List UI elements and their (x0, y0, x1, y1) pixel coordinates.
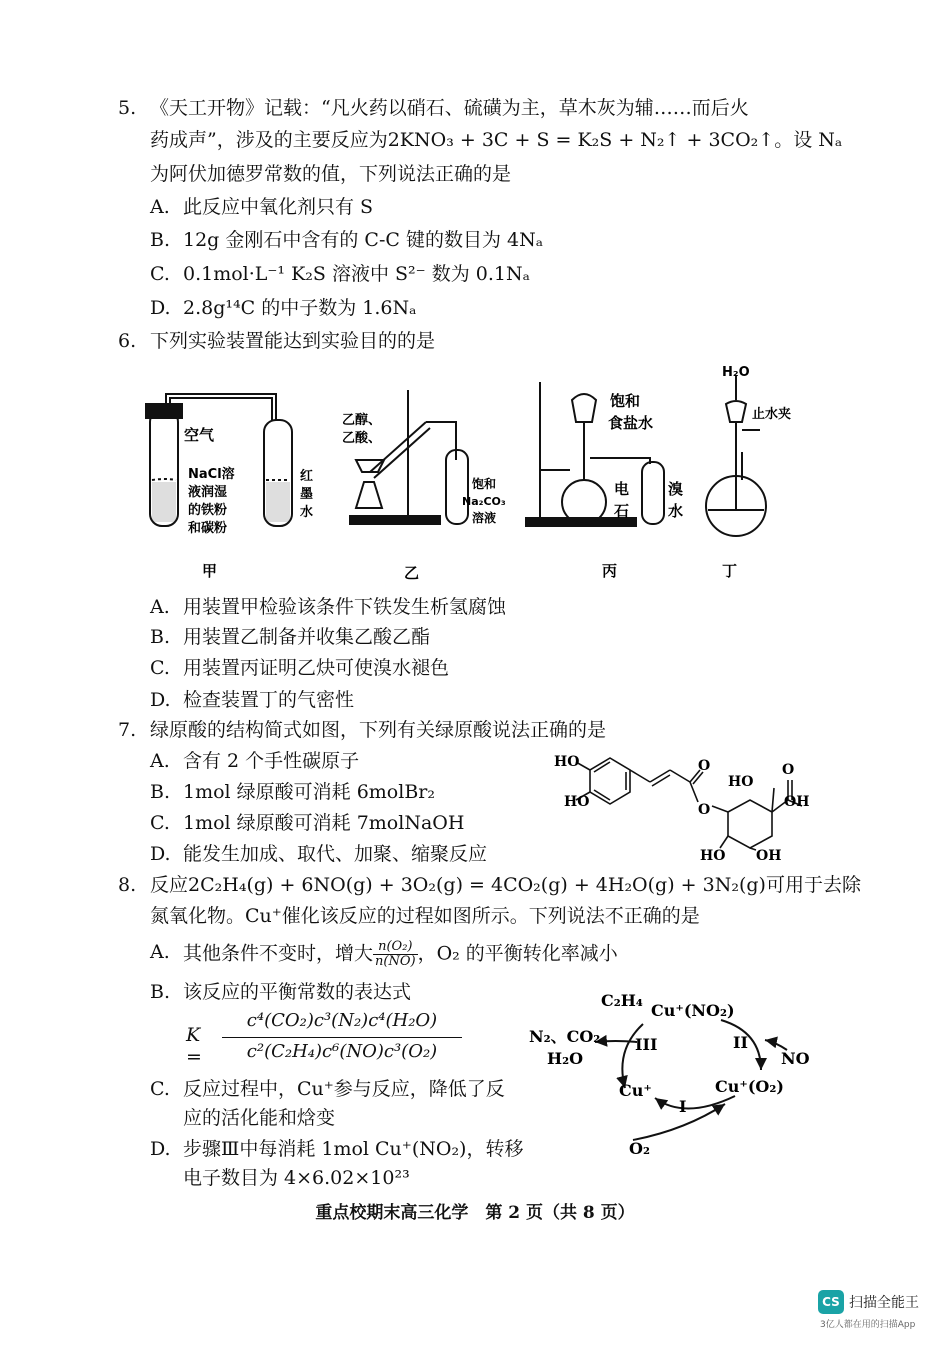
cycle-cuo2-label: Cu⁺(O₂) (715, 1077, 784, 1096)
q8-option-c-label: C. (150, 1078, 170, 1100)
bing-carbide-label-2: 石 (614, 502, 630, 520)
structure-label-oh-ring: OH (756, 848, 782, 864)
apparatus-ding (706, 376, 766, 536)
caption-bing: 丙 (602, 562, 618, 580)
q8-option-c-line1: 反应过程中，Cu⁺参与反应，降低了反 (183, 1078, 505, 1100)
structure-label-oh-acid: OH (784, 794, 810, 810)
jia-ink-label-2: 墨 (300, 487, 314, 502)
apparatus-bing (526, 382, 664, 526)
q6-option-b: 用装置乙制备并收集乙酸乙酯 (183, 626, 431, 648)
q7-option-b: 1mol 绿原酸可消耗 6molBr₂ (183, 781, 435, 803)
yi-sat-label-3: 溶液 (472, 511, 497, 525)
q8-option-d-label: D. (150, 1138, 171, 1160)
q5-option-b-label: B. (150, 229, 171, 251)
q5-number: 5. (118, 97, 137, 119)
jia-nacl-label-2: 液润湿 (188, 485, 228, 500)
q5-stem-line1: 《天工开物》记载：“凡火药以硝石、硫磺为主，草木灰为辅……而后火 (150, 97, 749, 119)
k-fraction-bar (222, 1037, 462, 1038)
q8-option-a (183, 940, 618, 969)
q6-option-c-label: C. (150, 657, 170, 679)
cycle-no-label: NO (781, 1049, 810, 1068)
q7-option-a-label: A. (150, 750, 170, 772)
q5-stem-line3: 为阿伏加德罗常数的值，下列说法正确的是 (150, 163, 512, 185)
cycle-c2h4-label: C₂H₄ (601, 991, 643, 1010)
structure-label-ho-ring: HO (700, 848, 726, 864)
structure-label-ho-top: HO (554, 754, 580, 770)
ding-water-label: H₂O (722, 365, 750, 380)
q8-stem-post: 可用于去除 (765, 874, 861, 896)
caption-yi: 乙 (404, 564, 420, 582)
k-lhs: K = (186, 1024, 202, 1068)
structure-bonds (576, 758, 802, 850)
structure-label-ho-bottom: HO (564, 794, 590, 810)
q5-stem-line2-pre: 药成声”，涉及的主要反应为 (150, 129, 388, 151)
q8-fraction-denominator: n(NO) (375, 954, 416, 969)
scanner-watermark (818, 1290, 938, 1334)
jia-air-label: 空气 (184, 426, 215, 444)
cycle-step1-label: I (679, 1097, 687, 1116)
chlorogenic-acid-structure (550, 744, 820, 866)
yi-reagent-label-1: 乙醇、 (342, 413, 382, 428)
q8-option-a-fraction (373, 940, 418, 969)
cycle-cu-label: Cu⁺ (619, 1081, 652, 1100)
q8-option-a-pre: 其他条件不变时，增大 (183, 942, 374, 965)
bing-bromine-label-1: 溴 (668, 480, 684, 498)
jia-ink-label-3: 水 (300, 505, 314, 520)
yi-reagent-label-2: 乙酸、 (342, 431, 382, 446)
page-footer: 重点校期末高三化学 第 2 页（共 8 页） (315, 1203, 635, 1223)
q8-option-c-line2: 应的活化能和焓变 (183, 1107, 336, 1129)
q8-option-a-label: A. (150, 941, 170, 963)
yi-sat-label-1: 饱和 (472, 477, 497, 491)
jia-nacl-label-1: NaCl溶 (188, 467, 235, 482)
jia-nacl-label-4: 和碳粉 (188, 521, 228, 536)
structure-label-o-carbonyl: O (698, 758, 711, 774)
q7-option-d: 能发生加成、取代、加聚、缩聚反应 (183, 843, 488, 865)
q6-stem: 下列实验装置能达到实验目的的是 (150, 330, 436, 352)
caption-ding: 丁 (722, 562, 738, 580)
scanner-logo-icon: CS (818, 1290, 844, 1314)
structure-label-o-acid: O (782, 762, 795, 778)
jia-nacl-label-3: 的铁粉 (188, 503, 228, 518)
scanner-name: 扫描全能王 (849, 1295, 919, 1311)
bing-brine-label-2: 食盐水 (608, 414, 654, 432)
q5-option-a: 此反应中氧化剂只有 S (183, 196, 374, 218)
q8-option-d-line1: 步骤Ⅲ中每消耗 1mol Cu⁺(NO₂)，转移 (183, 1138, 524, 1160)
q5-option-c-label: C. (150, 263, 170, 285)
q8-option-b: 该反应的平衡常数的表达式 (183, 981, 412, 1003)
q5-equation: 2KNO₃ + 3C + S = K₂S + N₂↑ + 3CO₂↑ (387, 129, 775, 151)
q7-stem: 绿原酸的结构简式如图，下列有关绿原酸说法正确的是 (150, 719, 607, 741)
q6-apparatus-figure (130, 360, 820, 585)
q6-option-b-label: B. (150, 626, 171, 648)
cycle-cuno2-label: Cu⁺(NO₂) (651, 1001, 735, 1020)
q5-stem-line2-post: 。设 Nₐ (774, 129, 843, 151)
q8-stem-pre: 反应 (150, 874, 189, 896)
q6-option-a: 用装置甲检验该条件下铁发生析氢腐蚀 (183, 596, 507, 618)
q5-option-b: 12g 金刚石中含有的 C-C 键的数目为 4Nₐ (183, 229, 544, 251)
q5-stem-line2 (150, 128, 842, 152)
bing-carbide-label-1: 电 (614, 480, 630, 498)
q6-option-c: 用装置丙证明乙炔可使溴水褪色 (183, 657, 450, 679)
q8-option-b-label: B. (150, 981, 171, 1003)
q6-number: 6. (118, 330, 137, 352)
k-denominator: c²(C₂H₄)c⁶(NO)c³(O₂) (246, 1041, 438, 1062)
apparatus-yi (350, 390, 468, 524)
q8-stem-line2: 氮氧化物。Cu⁺催化该反应的过程如图所示。下列说法不正确的是 (150, 905, 700, 927)
q8-equation: 2C₂H₄(g) + 6NO(g) + 3O₂(g) = 4CO₂(g) + 4H₂O(g) + 3N₂(g) (188, 874, 766, 896)
cycle-products-label-2: H₂O (547, 1049, 584, 1068)
cycle-o2-label: O₂ (629, 1139, 650, 1158)
catalytic-cycle-diagram (525, 980, 825, 1170)
cycle-step3-label: III (635, 1035, 658, 1054)
scanner-tagline: 3亿人都在用的扫描App (820, 1320, 916, 1330)
q8-option-a-post: ，O₂ 的平衡转化率减小 (417, 942, 618, 965)
q8-option-d-line2: 电子数目为 4×6.02×10²³ (183, 1167, 410, 1189)
q8-number: 8. (118, 874, 137, 896)
q7-option-c-label: C. (150, 812, 170, 834)
cycle-products-label-1: N₂、CO₂ (529, 1027, 601, 1046)
q7-option-d-label: D. (150, 843, 171, 865)
yi-sat-label-2: Na₂CO₃ (462, 495, 506, 508)
structure-label-o-ester: O (698, 802, 711, 818)
q6-option-a-label: A. (150, 596, 170, 618)
q7-number: 7. (118, 719, 137, 741)
jia-ink-label-1: 红 (300, 469, 314, 484)
ding-clamp-label: 止水夹 (752, 407, 792, 422)
q7-option-c: 1mol 绿原酸可消耗 7molNaOH (183, 812, 465, 834)
q7-option-b-label: B. (150, 781, 171, 803)
q6-option-d-label: D. (150, 689, 171, 711)
q5-option-a-label: A. (150, 196, 170, 218)
q8-stem-line1 (150, 873, 861, 897)
q8-fraction-numerator: n(O₂) (373, 940, 418, 955)
structure-label-ho-quaternary: HO (728, 774, 754, 790)
bing-brine-label-1: 饱和 (610, 392, 641, 410)
q7-option-a: 含有 2 个手性碳原子 (183, 750, 360, 772)
q6-option-d: 检查装置丁的气密性 (183, 689, 355, 711)
q5-option-d-label: D. (150, 297, 171, 319)
cycle-step2-label: II (733, 1033, 748, 1052)
q5-option-d: 2.8g¹⁴C 的中子数为 1.6Nₐ (183, 297, 417, 319)
q5-option-c: 0.1mol·L⁻¹ K₂S 溶液中 S²⁻ 数为 0.1Nₐ (183, 263, 530, 285)
bing-bromine-label-2: 水 (668, 502, 684, 520)
caption-jia: 甲 (202, 562, 218, 580)
k-numerator: c⁴(CO₂)c³(N₂)c⁴(H₂O) (246, 1010, 438, 1031)
